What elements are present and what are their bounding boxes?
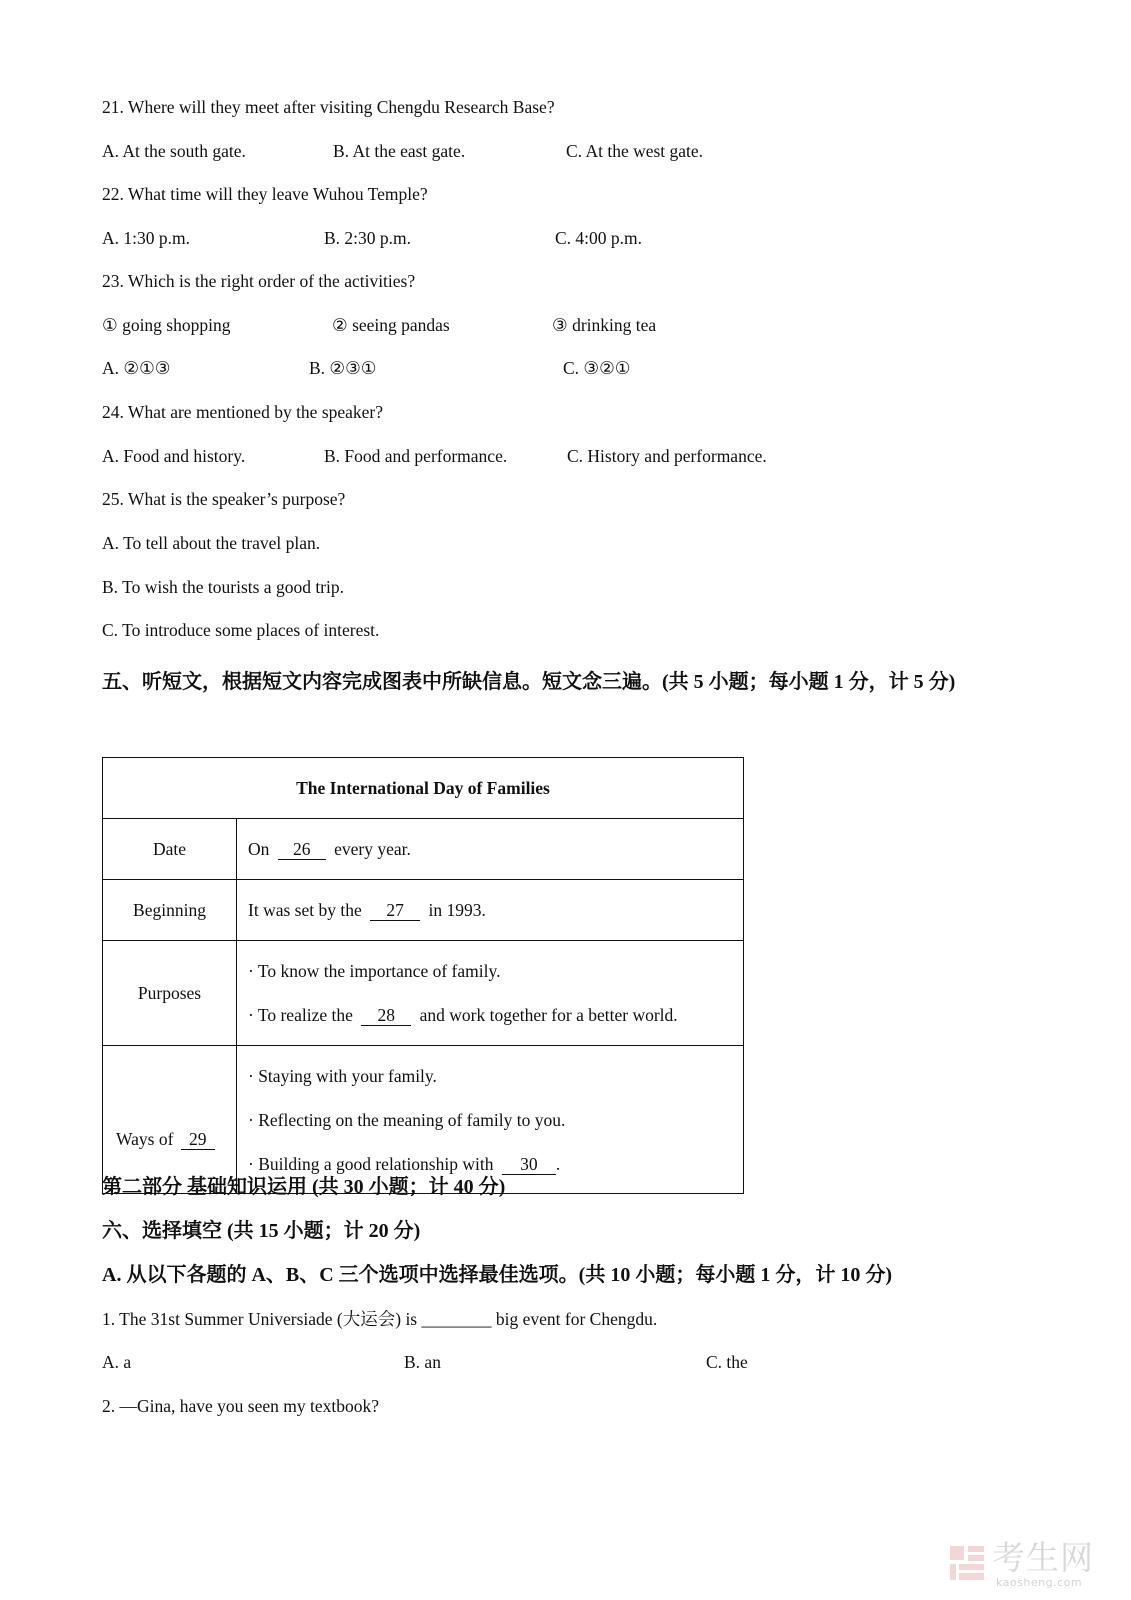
blank-30: 30 xyxy=(502,1154,556,1175)
table-row-ways xyxy=(103,1046,744,1194)
q24-option-c: C. History and performance. xyxy=(567,446,767,466)
q1-option-b: B. an xyxy=(404,1352,441,1372)
q22-option-a: A. 1:30 p.m. xyxy=(102,228,190,248)
section-5-heading: 五、听短文，根据短文内容完成图表中所缺信息。短文念三遍。(共 5 小题；每小题 1 分，计 5 分) xyxy=(102,671,956,693)
blank-29: 29 xyxy=(181,1129,215,1150)
ways-value xyxy=(237,1046,744,1194)
q24-stem: 24. What are mentioned by the speaker? xyxy=(102,402,384,422)
q23-option-c: C. ③②① xyxy=(563,358,631,378)
beginning-text-pre: It was set by the xyxy=(248,899,362,920)
q23-item-2: ② seeing pandas xyxy=(332,315,450,335)
q21-option-a: A. At the south gate. xyxy=(102,141,246,161)
blank-28: 28 xyxy=(361,1005,411,1026)
q1-option-a: A. a xyxy=(102,1352,132,1372)
date-text-pre: On xyxy=(248,838,270,859)
date-value xyxy=(237,819,744,880)
section-6a-heading: A. 从以下各题的 A、B、C 三个选项中选择最佳选项。(共 10 小题；每小题 1 分，计 10 分) xyxy=(102,1264,892,1286)
q21-stem: 21. Where will they meet after visiting Chengdu Research Base? xyxy=(102,97,555,117)
part-2-heading: 第二部分 基础知识运用 (共 30 小题；计 40 分) xyxy=(102,1176,506,1198)
watermark-en-text: kaosheng.com xyxy=(996,1576,1083,1589)
q23-option-a: A. ②①③ xyxy=(102,358,171,378)
q22-stem: 22. What time will they leave Wuhou Temple? xyxy=(102,184,428,204)
purpose-2 xyxy=(248,993,742,1037)
q22-option-b: B. 2:30 p.m. xyxy=(324,228,412,248)
q23-item-3: ③ drinking tea xyxy=(552,315,657,335)
watermark-cn-text: 考生网 xyxy=(992,1538,1094,1577)
q25-option-c: C. To introduce some places of interest. xyxy=(102,620,380,640)
beginning-text-post: in 1993. xyxy=(428,899,486,920)
kaosheng-logo-icon xyxy=(948,1542,988,1582)
q24-option-b: B. Food and performance. xyxy=(324,446,508,466)
q23-item-1: ① going shopping xyxy=(102,315,231,335)
families-info-table xyxy=(102,757,744,1194)
q1-option-c: C. the xyxy=(706,1352,748,1372)
purposes-label: Purposes xyxy=(103,941,237,1046)
table-title: The International Day of Families xyxy=(103,758,744,819)
q23-option-b: B. ②③① xyxy=(309,358,377,378)
table-row-purposes xyxy=(103,941,744,1046)
way-1: · Staying with your family. xyxy=(248,1065,437,1086)
table-row-beginning xyxy=(103,880,744,941)
q21-option-c: C. At the west gate. xyxy=(566,141,704,161)
q2-stem: 2. —Gina, have you seen my textbook? xyxy=(102,1396,380,1416)
blank-27: 27 xyxy=(370,900,420,921)
q1-stem: 1. The 31st Summer Universiade (大运会) is ________ big event for Chengdu. xyxy=(102,1309,658,1329)
way-3-text-post: . xyxy=(555,1153,561,1174)
way-3-text-pre: · Building a good relationship with xyxy=(248,1153,494,1174)
date-text-post: every year. xyxy=(334,838,411,859)
kaosheng-watermark xyxy=(948,1540,1118,1590)
beginning-value xyxy=(237,880,744,941)
purposes-value xyxy=(237,941,744,1046)
date-label: Date xyxy=(103,819,237,880)
table-row-date xyxy=(103,819,744,880)
purpose-1: · To know the importance of family. xyxy=(248,961,501,981)
q25-option-b: B. To wish the tourists a good trip. xyxy=(102,577,344,597)
purpose-2-text-pre: · To realize the xyxy=(248,1005,353,1025)
q25-stem: 25. What is the speaker’s purpose? xyxy=(102,489,346,509)
blank-26: 26 xyxy=(278,839,326,860)
beginning-label: Beginning xyxy=(103,880,237,941)
q21-option-b: B. At the east gate. xyxy=(333,141,466,161)
q24-option-a: A. Food and history. xyxy=(102,446,246,466)
q22-option-c: C. 4:00 p.m. xyxy=(555,228,643,248)
section-6-heading: 六、选择填空 (共 15 小题；计 20 分) xyxy=(102,1220,421,1242)
purpose-2-text-post: and work together for a better world. xyxy=(419,1005,678,1025)
q23-stem: 23. Which is the right order of the activities? xyxy=(102,271,416,291)
ways-label xyxy=(103,1046,237,1194)
q25-option-a: A. To tell about the travel plan. xyxy=(102,533,321,553)
way-2: · Reflecting on the meaning of family to you. xyxy=(248,1109,566,1130)
ways-label-text: Ways of xyxy=(116,1129,174,1149)
